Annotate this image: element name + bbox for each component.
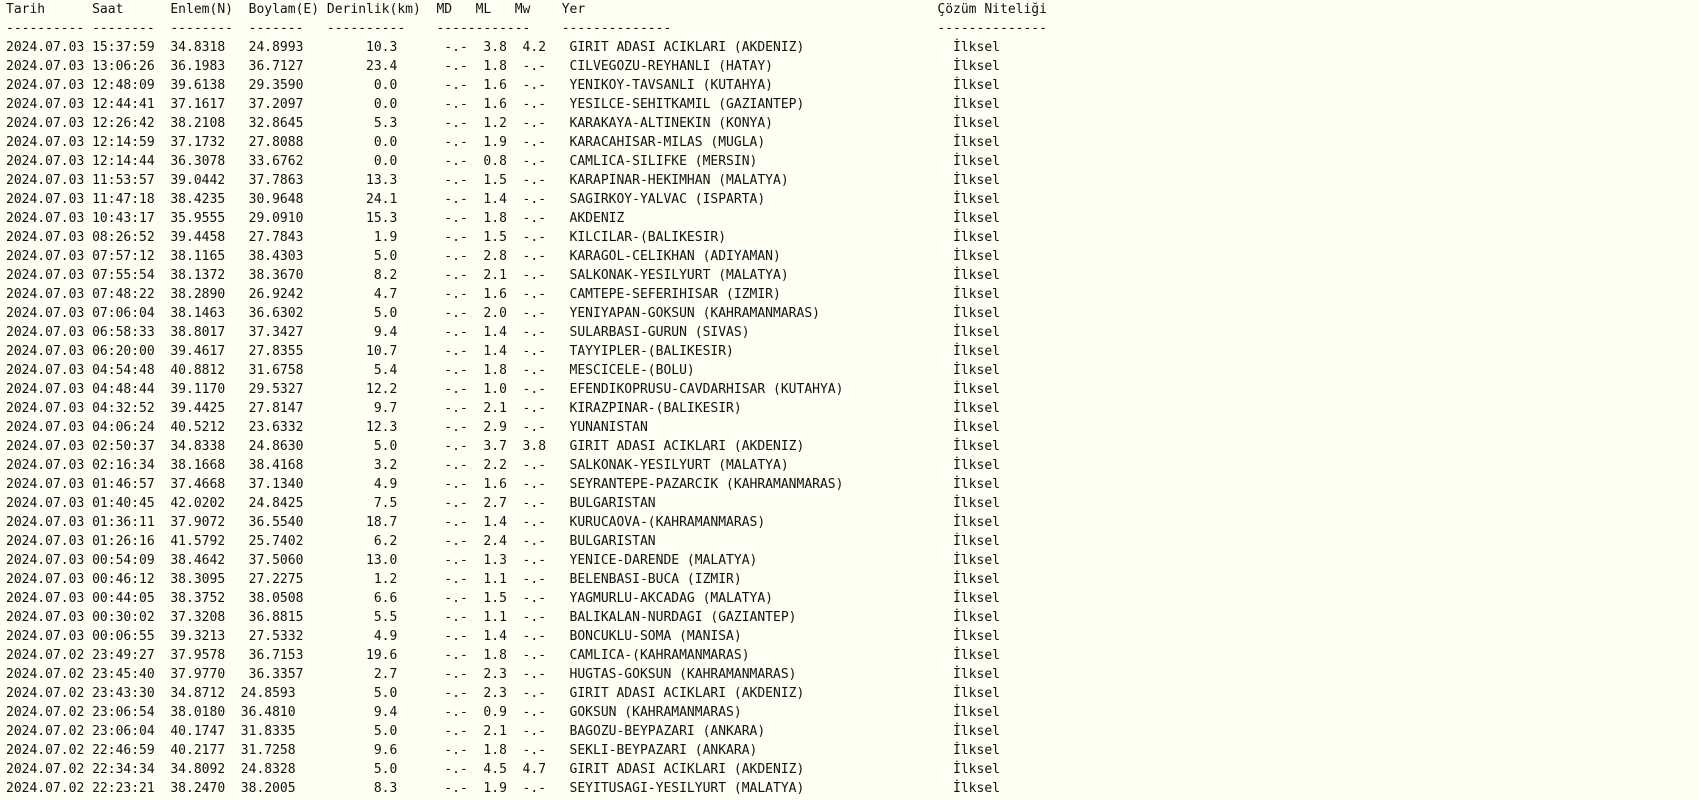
quake-row: 2024.07.03 12:26:42 38.2108 32.8645 5.3 -.- 1.2 -.- KARAKAYA-ALTINEKIN (KONYA) İlksel — [6, 116, 1000, 131]
quake-row: 2024.07.03 04:32:52 39.4425 27.8147 9.7 -.- 2.1 -.- KIRAZPINAR-(BALIKESIR) İlksel — [6, 401, 1000, 416]
quake-row: 2024.07.03 01:40:45 42.0202 24.8425 7.5 -.- 2.7 -.- BULGARISTAN İlksel — [6, 496, 1000, 511]
column-header-line: Tarih Saat Enlem(N) Boylam(E) Derinlik(km) MD ML Mw Yer Çözüm Niteliği — [6, 2, 1047, 17]
quake-row: 2024.07.03 13:06:26 36.1983 36.7127 23.4 -.- 1.8 -.- CILVEGOZU-REYHANLI (HATAY) İlksel — [6, 59, 1000, 74]
quake-row: 2024.07.03 01:26:16 41.5792 25.7402 6.2 -.- 2.4 -.- BULGARISTAN İlksel — [6, 534, 1000, 549]
quake-row: 2024.07.03 00:44:05 38.3752 38.0508 6.6 -.- 1.5 -.- YAGMURLU-AKCADAG (MALATYA) İlksel — [6, 591, 1000, 606]
quake-row: 2024.07.03 04:06:24 40.5212 23.6332 12.3 -.- 2.9 -.- YUNANISTAN İlksel — [6, 420, 1000, 435]
earthquake-listing — [6, 0, 1047, 798]
quake-row: 2024.07.02 22:46:59 40.2177 31.7258 9.6 -.- 1.8 -.- SEKLI-BEYPAZARI (ANKARA) İlksel — [6, 743, 1000, 758]
quake-row: 2024.07.03 07:55:54 38.1372 38.3670 8.2 -.- 2.1 -.- SALKONAK-YESILYURT (MALATYA) İlksel — [6, 268, 1000, 283]
quake-row: 2024.07.03 01:46:57 37.4668 37.1340 4.9 -.- 1.6 -.- SEYRANTEPE-PAZARCIK (KAHRAMANMARAS) İlksel — [6, 477, 1000, 492]
quake-row: 2024.07.03 12:44:41 37.1617 37.2097 0.0 -.- 1.6 -.- YESILCE-SEHITKAMIL (GAZIANTEP) İlksel — [6, 97, 1000, 112]
quake-row: 2024.07.03 02:16:34 38.1668 38.4168 3.2 -.- 2.2 -.- SALKONAK-YESILYURT (MALATYA) İlksel — [6, 458, 1000, 473]
quake-row: 2024.07.03 12:48:09 39.6138 29.3590 0.0 -.- 1.6 -.- YENIKOY-TAVSANLI (KUTAHYA) İlksel — [6, 78, 1000, 93]
quake-row: 2024.07.03 00:30:02 37.3208 36.8815 5.5 -.- 1.1 -.- BALIKALAN-NURDAGI (GAZIANTEP) İlksel — [6, 610, 1000, 625]
quake-row: 2024.07.02 23:06:04 40.1747 31.8335 5.0 -.- 2.1 -.- BAGOZU-BEYPAZARI (ANKARA) İlksel — [6, 724, 1000, 739]
quake-row: 2024.07.03 12:14:44 36.3078 33.6762 0.0 -.- 0.8 -.- CAMLICA-SILIFKE (MERSIN) İlksel — [6, 154, 1000, 169]
quake-row: 2024.07.03 01:36:11 37.9072 36.5540 18.7 -.- 1.4 -.- KURUCAOVA-(KAHRAMANMARAS) İlksel — [6, 515, 1000, 530]
quake-row: 2024.07.02 22:34:34 34.8092 24.8328 5.0 -.- 4.5 4.7 GIRIT ADASI ACIKLARI (AKDENIZ) İlksel — [6, 762, 1000, 777]
quake-row: 2024.07.03 02:50:37 34.8338 24.8630 5.0 -.- 3.7 3.8 GIRIT ADASI ACIKLARI (AKDENIZ) İlksel — [6, 439, 1000, 454]
header-separator-line: ---------- -------- -------- ------- ---------- ------------ -------------- -------------- — [6, 21, 1047, 36]
quake-row: 2024.07.02 22:23:21 38.2470 38.2005 8.3 -.- 1.9 -.- SEYITUSAGI-YESILYURT (MALATYA) İlksel — [6, 781, 1000, 796]
quake-row: 2024.07.03 08:26:52 39.4458 27.7843 1.9 -.- 1.5 -.- KILCILAR-(BALIKESIR) İlksel — [6, 230, 1000, 245]
quake-row: 2024.07.03 04:54:48 40.8812 31.6758 5.4 -.- 1.8 -.- MESCICELE-(BOLU) İlksel — [6, 363, 1000, 378]
quake-row: 2024.07.03 06:58:33 38.8017 37.3427 9.4 -.- 1.4 -.- SULARBASI-GURUN (SIVAS) İlksel — [6, 325, 1000, 340]
quake-row: 2024.07.03 00:54:09 38.4642 37.5060 13.0 -.- 1.3 -.- YENICE-DARENDE (MALATYA) İlksel — [6, 553, 1000, 568]
quake-row: 2024.07.03 07:06:04 38.1463 36.6302 5.0 -.- 2.0 -.- YENIYAPAN-GOKSUN (KAHRAMANMARAS) İlksel — [6, 306, 1000, 321]
quake-row: 2024.07.02 23:43:30 34.8712 24.8593 5.0 -.- 2.3 -.- GIRIT ADASI ACIKLARI (AKDENIZ) İlksel — [6, 686, 1000, 701]
quake-row: 2024.07.03 07:57:12 38.1165 38.4303 5.0 -.- 2.8 -.- KARAGOL-CELIKHAN (ADIYAMAN) İlksel — [6, 249, 1000, 264]
quake-row: 2024.07.03 06:20:00 39.4617 27.8355 10.7 -.- 1.4 -.- TAYYIPLER-(BALIKESIR) İlksel — [6, 344, 1000, 359]
quake-row: 2024.07.03 12:14:59 37.1732 27.8088 0.0 -.- 1.9 -.- KARACAHISAR-MILAS (MUGLA) İlksel — [6, 135, 1000, 150]
quake-row: 2024.07.02 23:49:27 37.9578 36.7153 19.6 -.- 1.8 -.- CAMLICA-(KAHRAMANMARAS) İlksel — [6, 648, 1000, 663]
quake-row: 2024.07.02 23:45:40 37.9770 36.3357 2.7 -.- 2.3 -.- HUGTAS-GOKSUN (KAHRAMANMARAS) İlksel — [6, 667, 1000, 682]
quake-row: 2024.07.03 11:53:57 39.0442 37.7863 13.3 -.- 1.5 -.- KARAPINAR-HEKIMHAN (MALATYA) İlksel — [6, 173, 1000, 188]
quake-row: 2024.07.03 00:46:12 38.3095 27.2275 1.2 -.- 1.1 -.- BELENBASI-BUCA (IZMIR) İlksel — [6, 572, 1000, 587]
page-right-edge — [1685, 0, 1699, 800]
quake-row: 2024.07.03 04:48:44 39.1170 29.5327 12.2 -.- 1.0 -.- EFENDIKOPRUSU-CAVDARHISAR (KUTAHYA) İlksel — [6, 382, 1000, 397]
quake-row: 2024.07.03 15:37:59 34.8318 24.8993 10.3 -.- 3.8 4.2 GIRIT ADASI ACIKLARI (AKDENIZ) İlksel — [6, 40, 1000, 55]
quake-row: 2024.07.03 07:48:22 38.2890 26.9242 4.7 -.- 1.6 -.- CAMTEPE-SEFERIHISAR (IZMIR) İlksel — [6, 287, 1000, 302]
quake-row: 2024.07.03 10:43:17 35.9555 29.0910 15.3 -.- 1.8 -.- AKDENIZ İlksel — [6, 211, 1000, 226]
quake-row: 2024.07.02 23:06:54 38.0180 36.4810 9.4 -.- 0.9 -.- GOKSUN (KAHRAMANMARAS) İlksel — [6, 705, 1000, 720]
quake-row: 2024.07.03 11:47:18 38.4235 30.9648 24.1 -.- 1.4 -.- SAGIRKOY-YALVAC (ISPARTA) İlksel — [6, 192, 1000, 207]
quake-row: 2024.07.03 00:06:55 39.3213 27.5332 4.9 -.- 1.4 -.- BONCUKLU-SOMA (MANISA) İlksel — [6, 629, 1000, 644]
